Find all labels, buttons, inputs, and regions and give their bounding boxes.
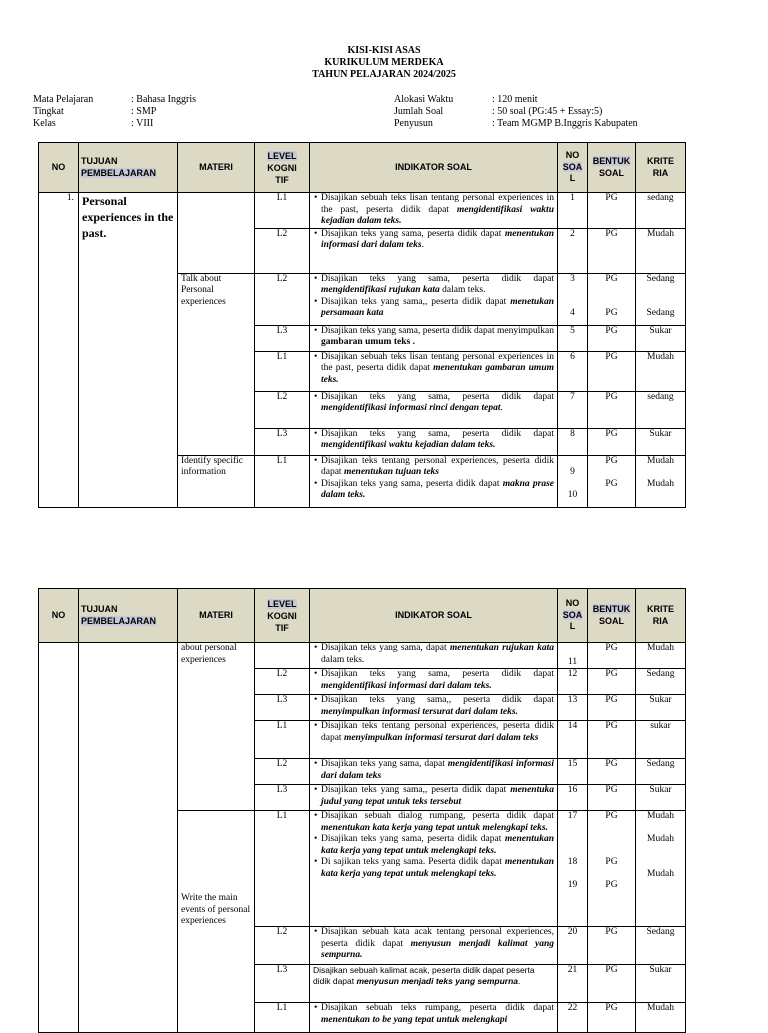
bentuk-cell: PG [588, 927, 636, 965]
materi-cell [178, 811, 255, 1033]
bentuk-cell: PG [588, 643, 636, 669]
ind-text: Disajikan teks tentang personal experiences, peserta didik dapat [321, 455, 554, 477]
col-tujuan-2: PEMBELAJARAN [81, 167, 157, 178]
ind-text: Disajikan teks yang sama, peserta didik dapat [321, 834, 505, 844]
ind-emph: menentukan gambaran umum teks. [321, 363, 554, 385]
bentuk-cell [588, 455, 636, 507]
meta-key: Alokasi Waktu [394, 94, 454, 105]
kriteria-cell: Mudah [636, 228, 686, 273]
col-level-3: TIF [275, 622, 289, 633]
nosoal-cell: 20 [558, 927, 588, 965]
kisi-table-1 [38, 142, 686, 508]
ind-text: Di sajikan teks yang sama. Peserta didik dapat [321, 857, 505, 867]
meta-key: Jumlah Soal [394, 106, 444, 117]
nosoal-cell: 12 [558, 669, 588, 695]
col-level [255, 589, 310, 643]
col-bentuk-1: BENTUK [592, 604, 631, 614]
indikator-cell [310, 1003, 558, 1033]
tujuan-empty [79, 643, 178, 1033]
col-bentuk [588, 589, 636, 643]
nosoal-b: 18 [567, 857, 578, 867]
ind-emph: menentukan kata kerja yang tepat untuk melengkapi teks. [321, 857, 554, 879]
bentuk-cell: PG [588, 669, 636, 695]
bentuk-cell: PG [588, 325, 636, 351]
ind-text: Disajikan sebuah teks lisan tentang personal experiences in the past, peserta didik dapat [321, 351, 554, 373]
meta-value: : SMP [131, 106, 157, 117]
bentuk-cell: PG [588, 428, 636, 455]
col-nosoal-1: NO [565, 598, 580, 609]
ind-text: Disajikan teks yang sama, peserta didik dapat [321, 228, 505, 239]
level-cell: L1 [255, 351, 310, 391]
meta-value: : VIII [131, 118, 154, 129]
ind-emph: menentukan tujuan teks [343, 467, 439, 477]
ind-text: Disajikan teks yang sama,, peserta didik dapat [321, 785, 511, 795]
indikator-cell [310, 669, 558, 695]
col-nosoal-2: SOA [562, 161, 583, 172]
level-cell: L1 [255, 455, 310, 507]
bentuk-a: PG [605, 811, 618, 821]
nosoal-cell: 13 [558, 695, 588, 721]
col-level-2: KOGNI [267, 610, 297, 621]
indikator-cell [310, 273, 558, 325]
level-cell: L2 [255, 927, 310, 965]
ind-text: Disajikan teks yang sama, peserta didik dapat [321, 273, 554, 284]
bentuk-cell: PG [588, 351, 636, 391]
ind-emph: menentukan informasi dari dalam teks [321, 228, 554, 250]
col-nosoal-1: NO [565, 150, 580, 161]
meta-left [33, 94, 196, 130]
kriteria-c: Mudah [647, 868, 674, 879]
nosoal-cell [558, 811, 588, 927]
ind-text: Disajikan teks yang sama, peserta didik dapat [321, 391, 554, 402]
ind-text: Disajikan teks yang sama, peserta didik dapat [321, 478, 503, 489]
col-nosoal [558, 589, 588, 643]
col-level [255, 143, 310, 193]
materi-empty [178, 193, 255, 274]
kriteria-cell: Mudah [636, 1003, 686, 1033]
bentuk-cell [588, 273, 636, 325]
kriteria-cell: sedang [636, 391, 686, 428]
table-row [39, 193, 686, 229]
col-bentuk-2: SOAL [598, 167, 624, 178]
ind-emph: menyimpulkan informasi tersurat dari dalam teks [343, 732, 539, 743]
ind-emph: menyusun menjadi teks yang sempurna [356, 976, 519, 986]
col-bentuk-1: BENTUK [592, 156, 631, 166]
indikator-cell [310, 695, 558, 721]
indikator-cell [310, 455, 558, 507]
ind-emph: menentuka judul yang tepat untuk teks tersebut [321, 785, 554, 807]
bentuk-b: PG [605, 857, 618, 867]
ind-emph: mengidentifikasi waktu kejadian dalam teks. [321, 440, 496, 450]
kriteria-cell: sukar [636, 721, 686, 759]
indikator-cell [310, 785, 558, 811]
meta-right [394, 94, 638, 130]
indikator-cell [310, 391, 558, 428]
col-kriteria [636, 143, 686, 193]
nosoal-cell: 22 [558, 1003, 588, 1033]
kriteria-cell: Mudah [636, 351, 686, 391]
kriteria-cell: Sedang [636, 669, 686, 695]
ind-emph: mengidentifikasi waktu kejadian dalam teks. [321, 204, 554, 226]
ind-text: Disajikan teks yang sama, peserta didik dapat [321, 669, 554, 679]
nosoal-cell: 14 [558, 721, 588, 759]
col-nosoal-3: L [569, 173, 576, 184]
indikator-cell [310, 428, 558, 455]
col-nosoal [558, 143, 588, 193]
kriteria-cell: Mudah [636, 643, 686, 669]
tujuan-cell: Personal experiences in the past. [79, 193, 178, 508]
kriteria-cell [636, 273, 686, 325]
nosoal-b: 4 [570, 308, 575, 318]
meta-value: : 120 menit [492, 94, 538, 105]
ind-text: Disajikan teks yang sama,, peserta didik dapat [321, 296, 511, 307]
col-kriteria-1: KRITE [647, 156, 674, 166]
col-level-1: LEVEL [267, 598, 297, 609]
meta-key: Tingkat [33, 106, 64, 117]
nosoal-cell: 7 [558, 391, 588, 428]
materi-cell: about personal experiences [178, 643, 255, 811]
meta-value: : Bahasa Inggris [131, 94, 196, 105]
indikator-cell [310, 721, 558, 759]
bentuk-cell: PG [588, 193, 636, 229]
ind-emph: menentukan rujukan kata [449, 643, 554, 653]
level-cell: L3 [255, 428, 310, 455]
bentuk-cell: PG [588, 695, 636, 721]
row-no: 1. [39, 193, 79, 508]
nosoal-c: 19 [567, 880, 578, 890]
col-tujuan-1: TUJUAN [81, 604, 118, 614]
col-kriteria-1: KRITE [647, 604, 674, 614]
ind-text: Disajikan sebuah teks rumpang, peserta didik dapat [321, 1003, 554, 1013]
ind-tail: . [500, 403, 503, 413]
col-no: NO [39, 589, 79, 643]
indikator-cell [310, 228, 558, 273]
doc-title-3: TAHUN PELAJARAN 2024/2025 [312, 69, 456, 80]
ind-tail: . [421, 240, 424, 250]
ind-text: Disajikan teks yang sama, peserta didik dapat menyimpulkan [321, 325, 554, 336]
meta-key: Mata Pelajaran [33, 94, 94, 105]
col-materi: MATERI [178, 143, 255, 193]
col-tujuan [79, 589, 178, 643]
level-cell: L3 [255, 785, 310, 811]
bentuk-cell [588, 811, 636, 927]
kriteria-cell: Sukar [636, 428, 686, 455]
ind-emph: gambaran umum teks . [321, 337, 415, 347]
materi-cell: Identify specific information [178, 455, 255, 507]
indikator-cell [310, 965, 558, 1003]
nosoal-cell: 11 [558, 643, 588, 669]
level-cell: L2 [255, 391, 310, 428]
indikator-cell [310, 193, 558, 229]
ind-emph: mengidentifikasi rujukan kata [321, 285, 440, 295]
level-cell: L2 [255, 273, 310, 325]
bentuk-c: PG [605, 880, 618, 890]
indikator-cell [310, 759, 558, 785]
kriteria-b: Mudah [647, 478, 674, 489]
ind-text: Disajikan teks tentang personal experiences, peserta didik dapat [321, 721, 554, 743]
bentuk-cell: PG [588, 391, 636, 428]
level-cell: L3 [255, 695, 310, 721]
ind-tail: dalam teks. [321, 654, 365, 665]
indikator-cell [310, 643, 558, 669]
col-nosoal-2: SOA [562, 609, 583, 620]
col-bentuk-2: SOAL [598, 615, 624, 626]
ind-emph: menyimpulkan informasi tersurat dari dalam teks. [321, 706, 518, 717]
bentuk-a: PG [605, 273, 618, 284]
ind-text: Disajikan teks yang sama, dapat [321, 759, 448, 769]
ind-text: Disajikan sebuah dialog rumpang, peserta didik dapat [321, 811, 554, 821]
ind-emph: mengidentifikasi informasi rinci dengan tepat [321, 403, 501, 413]
ind-emph: menentukan kata kerja yang tepat untuk melengkapi teks. [321, 822, 548, 833]
kriteria-a: Mudah [647, 455, 674, 466]
ind-emph: mengidentifikasi informasi dari dalam teks [321, 759, 554, 781]
nosoal-cell: 5 [558, 325, 588, 351]
nosoal-cell: 6 [558, 351, 588, 391]
nosoal-a: 9 [570, 467, 575, 477]
col-level-1: LEVEL [267, 150, 297, 161]
kriteria-cell: Sukar [636, 695, 686, 721]
level-cell: L2 [255, 669, 310, 695]
kriteria-a: Sedang [646, 273, 675, 284]
level-cell: L1 [255, 1003, 310, 1033]
nosoal-cell [558, 273, 588, 325]
col-kriteria-2: RIA [652, 615, 669, 626]
nosoal-a: 3 [570, 273, 575, 284]
ind-emph: mengidentifikasi informasi dari dalam teks. [321, 680, 492, 691]
nosoal-cell: 16 [558, 785, 588, 811]
ind-text: Disajikan teks yang sama, dapat [321, 643, 450, 653]
materi-text: Write the main events of personal experiences [181, 893, 251, 926]
ind-text: Disajikan sebuah teks lisan tentang personal experiences in the past, peserta didik dapat [321, 193, 554, 215]
kriteria-cell: Sukar [636, 965, 686, 1003]
ind-emph: menentukan to be yang tepat untuk melengkapi [321, 1014, 508, 1025]
indikator-cell [310, 927, 558, 965]
kriteria-a: Mudah [647, 811, 674, 821]
ind-text: Disajikan sebuah kata acak tentang personal experiences, peserta didik dapat [321, 927, 554, 949]
col-tujuan [79, 143, 178, 193]
col-nosoal-3: L [569, 621, 576, 632]
ind-text: Disajikan teks yang sama, peserta didik dapat [321, 428, 554, 439]
kriteria-cell: Sukar [636, 785, 686, 811]
level-cell: L2 [255, 759, 310, 785]
ind-tail: dalam teks. [439, 285, 486, 295]
bentuk-cell: PG [588, 1003, 636, 1033]
col-indikator: INDIKATOR SOAL [310, 589, 558, 643]
nosoal-cell: 1 [558, 193, 588, 229]
meta-key: Penyusun [394, 118, 433, 129]
ind-emph: menentukan kata kerja yang tepat untuk melengkapi teks. [321, 834, 554, 856]
col-bentuk [588, 143, 636, 193]
ind-tail: . [518, 976, 521, 986]
kisi-table-2 [38, 588, 686, 1033]
kriteria-cell: Sukar [636, 325, 686, 351]
col-no: NO [39, 143, 79, 193]
level-cell: L1 [255, 721, 310, 759]
level-cell: L1 [255, 811, 310, 927]
col-level-3: TIF [275, 174, 289, 185]
level-cell [255, 643, 310, 669]
indikator-cell [310, 325, 558, 351]
doc-title-1: KISI-KISI ASAS [347, 45, 421, 56]
ind-text: Disajikan sebuah kalimat acak, peserta didik dapat peserta didik dapat [313, 965, 535, 986]
kriteria-cell: Sedang [636, 759, 686, 785]
nosoal-a: 17 [567, 811, 578, 821]
bentuk-a: PG [605, 455, 618, 466]
meta-value: : Team MGMP B.Inggris Kabupaten [492, 118, 638, 129]
col-level-2: KOGNI [267, 162, 297, 173]
level-cell: L2 [255, 228, 310, 273]
meta-value: : 50 soal (PG:45 + Essay:5) [492, 106, 603, 117]
level-cell: L3 [255, 965, 310, 1003]
bentuk-cell: PG [588, 759, 636, 785]
nosoal-cell: 8 [558, 428, 588, 455]
col-tujuan-1: TUJUAN [81, 156, 118, 166]
level-cell: L3 [255, 325, 310, 351]
doc-title-2: KURIKULUM MERDEKA [324, 57, 444, 68]
table-row [39, 643, 686, 669]
kriteria-cell [636, 811, 686, 927]
bentuk-cell: PG [588, 721, 636, 759]
ind-emph: makna prase dalam teks. [321, 478, 554, 500]
col-tujuan-2: PEMBELAJARAN [81, 615, 157, 626]
bentuk-b: PG [605, 308, 618, 318]
kriteria-b: Mudah [647, 834, 674, 844]
ind-emph: menyusun menjadi kalimat yang sempurna. [321, 938, 554, 960]
ind-emph: menetukan persamaan kata [321, 296, 554, 318]
materi-cell: Talk about Personal experiences [178, 273, 255, 455]
nosoal-cell [558, 455, 588, 507]
nosoal-b: 10 [567, 490, 578, 500]
bentuk-cell: PG [588, 228, 636, 273]
row-no-empty [39, 643, 79, 1033]
bentuk-cell: PG [588, 965, 636, 1003]
bentuk-cell: PG [588, 785, 636, 811]
level-cell: L1 [255, 193, 310, 229]
col-kriteria-2: RIA [652, 167, 669, 178]
kriteria-cell: Sedang [636, 927, 686, 965]
col-kriteria [636, 589, 686, 643]
kriteria-b: Sedang [646, 308, 675, 318]
nosoal-cell: 21 [558, 965, 588, 1003]
kriteria-cell [636, 455, 686, 507]
indikator-cell [310, 351, 558, 391]
nosoal-cell: 2 [558, 228, 588, 273]
col-indikator: INDIKATOR SOAL [310, 143, 558, 193]
ind-text: Disajikan teks yang sama,, peserta didik dapat [321, 695, 554, 705]
col-materi: MATERI [178, 589, 255, 643]
bentuk-b: PG [605, 478, 618, 489]
kriteria-cell: sedang [636, 193, 686, 229]
indikator-cell [310, 811, 558, 927]
meta-key: Kelas [33, 118, 56, 129]
nosoal-cell: 15 [558, 759, 588, 785]
